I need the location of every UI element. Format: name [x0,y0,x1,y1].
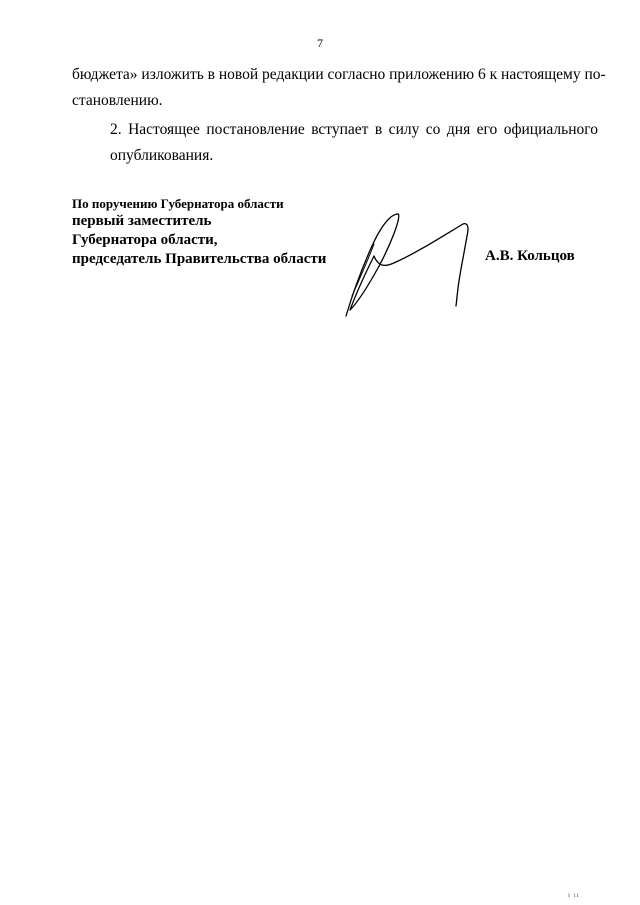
paragraph-1 [72,62,606,114]
paragraph-2-line-2: опубликования. [110,147,214,164]
footer-mark: ı ıı [568,891,580,899]
position-line-3: председатель Правительства области [72,251,327,267]
paragraph-1-line-2: становлению. [72,92,163,109]
position-line-2: Губернатора области, [72,232,218,248]
by-order-line: По поручению Губернатора области [72,196,284,211]
signatory-name: А.В. Кольцов [485,248,575,264]
signatory-title-block [72,196,326,269]
paragraph-2 [72,117,598,169]
paragraph-2-line-1: 2. Настоящее постановление вступает в силу со дня его официального [110,121,598,138]
position-line-1: первый заместитель [72,213,212,229]
page-number: 7 [317,36,323,50]
paragraph-1-line-1: бюджета» изложить в новой редакции согласно приложению 6 к настоящему по- [72,66,606,83]
handwritten-signature [338,206,488,321]
